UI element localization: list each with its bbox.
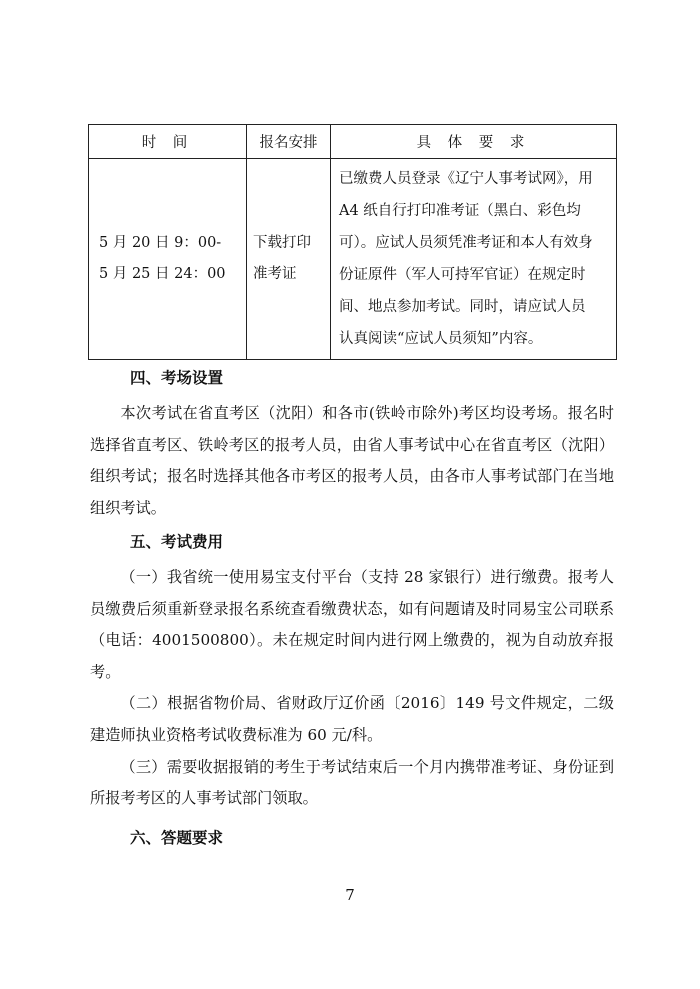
time-start: 5 月 20 日 9：00-	[99, 235, 222, 251]
requirements-line: 认真阅读“应试人员须知”内容。	[339, 331, 543, 347]
arrangement-line-1: 下载打印	[253, 235, 311, 251]
section-5-paragraph-2: （二）根据省物价局、省财政厅辽价函〔2016〕149 号文件规定，二级建造师执业资格考试收费标准为 60 元/科。	[90, 694, 614, 744]
time-end: 5 月 25 日 24：00	[99, 266, 226, 282]
requirements-line: A4 纸自行打印准考证（黑白、彩色均	[339, 203, 581, 219]
requirements-line: 可）。应试人员须凭准考证和本人有效身	[339, 235, 593, 251]
arrangement-line-2: 准考证	[253, 266, 297, 282]
requirements-line: 已缴费人员登录《辽宁人事考试网》，用	[339, 171, 593, 187]
requirements-line: 份证原件（军人可持军官证）在规定时	[339, 267, 586, 283]
section-4-body	[90, 398, 614, 524]
section-5-heading: 五、考试费用	[130, 533, 224, 551]
section-5-body	[90, 562, 614, 815]
section-4-heading: 四、考场设置	[130, 369, 224, 387]
section-4-paragraph: 本次考试在省直考区（沈阳）和各市(铁岭市除外)考区均设考场。报名时选择省直考区、铁岭考区的报考人员，由省人事考试中心在省直考区（沈阳）组织考试；报名时选择其他各市考区的报考人员，由各市人事考试部门在当地组织考试。	[90, 404, 614, 517]
section-5-paragraph-3: （三）需要收据报销的考生于考试结束后一个月内携带准考证、身份证到所报考考区的人事考试部门领取。	[90, 757, 614, 808]
cell-time	[89, 159, 247, 360]
header-time: 时 间	[89, 125, 247, 159]
cell-requirements	[331, 159, 617, 360]
cell-arrangement	[247, 159, 331, 360]
exam-schedule-table	[88, 124, 617, 360]
header-arrangement: 报名安排	[247, 125, 331, 159]
page-number: 7	[345, 886, 355, 904]
header-requirements: 具 体 要 求	[331, 125, 617, 159]
requirements-line: 间、地点参加考试。同时，请应试人员	[339, 299, 586, 315]
table-header-row	[89, 125, 617, 159]
section-5-paragraph-1: （一）我省统一使用易宝支付平台（支持 28 家银行）进行缴费。报考人员缴费后须重新登录报名系统查看缴费状态，如有问题请及时同易宝公司联系（电话：4001500800）。未在规定时间内进行网上缴费的，视为自动放弃报考。	[90, 568, 614, 681]
table-row	[89, 159, 617, 360]
section-6-heading: 六、答题要求	[130, 829, 224, 847]
